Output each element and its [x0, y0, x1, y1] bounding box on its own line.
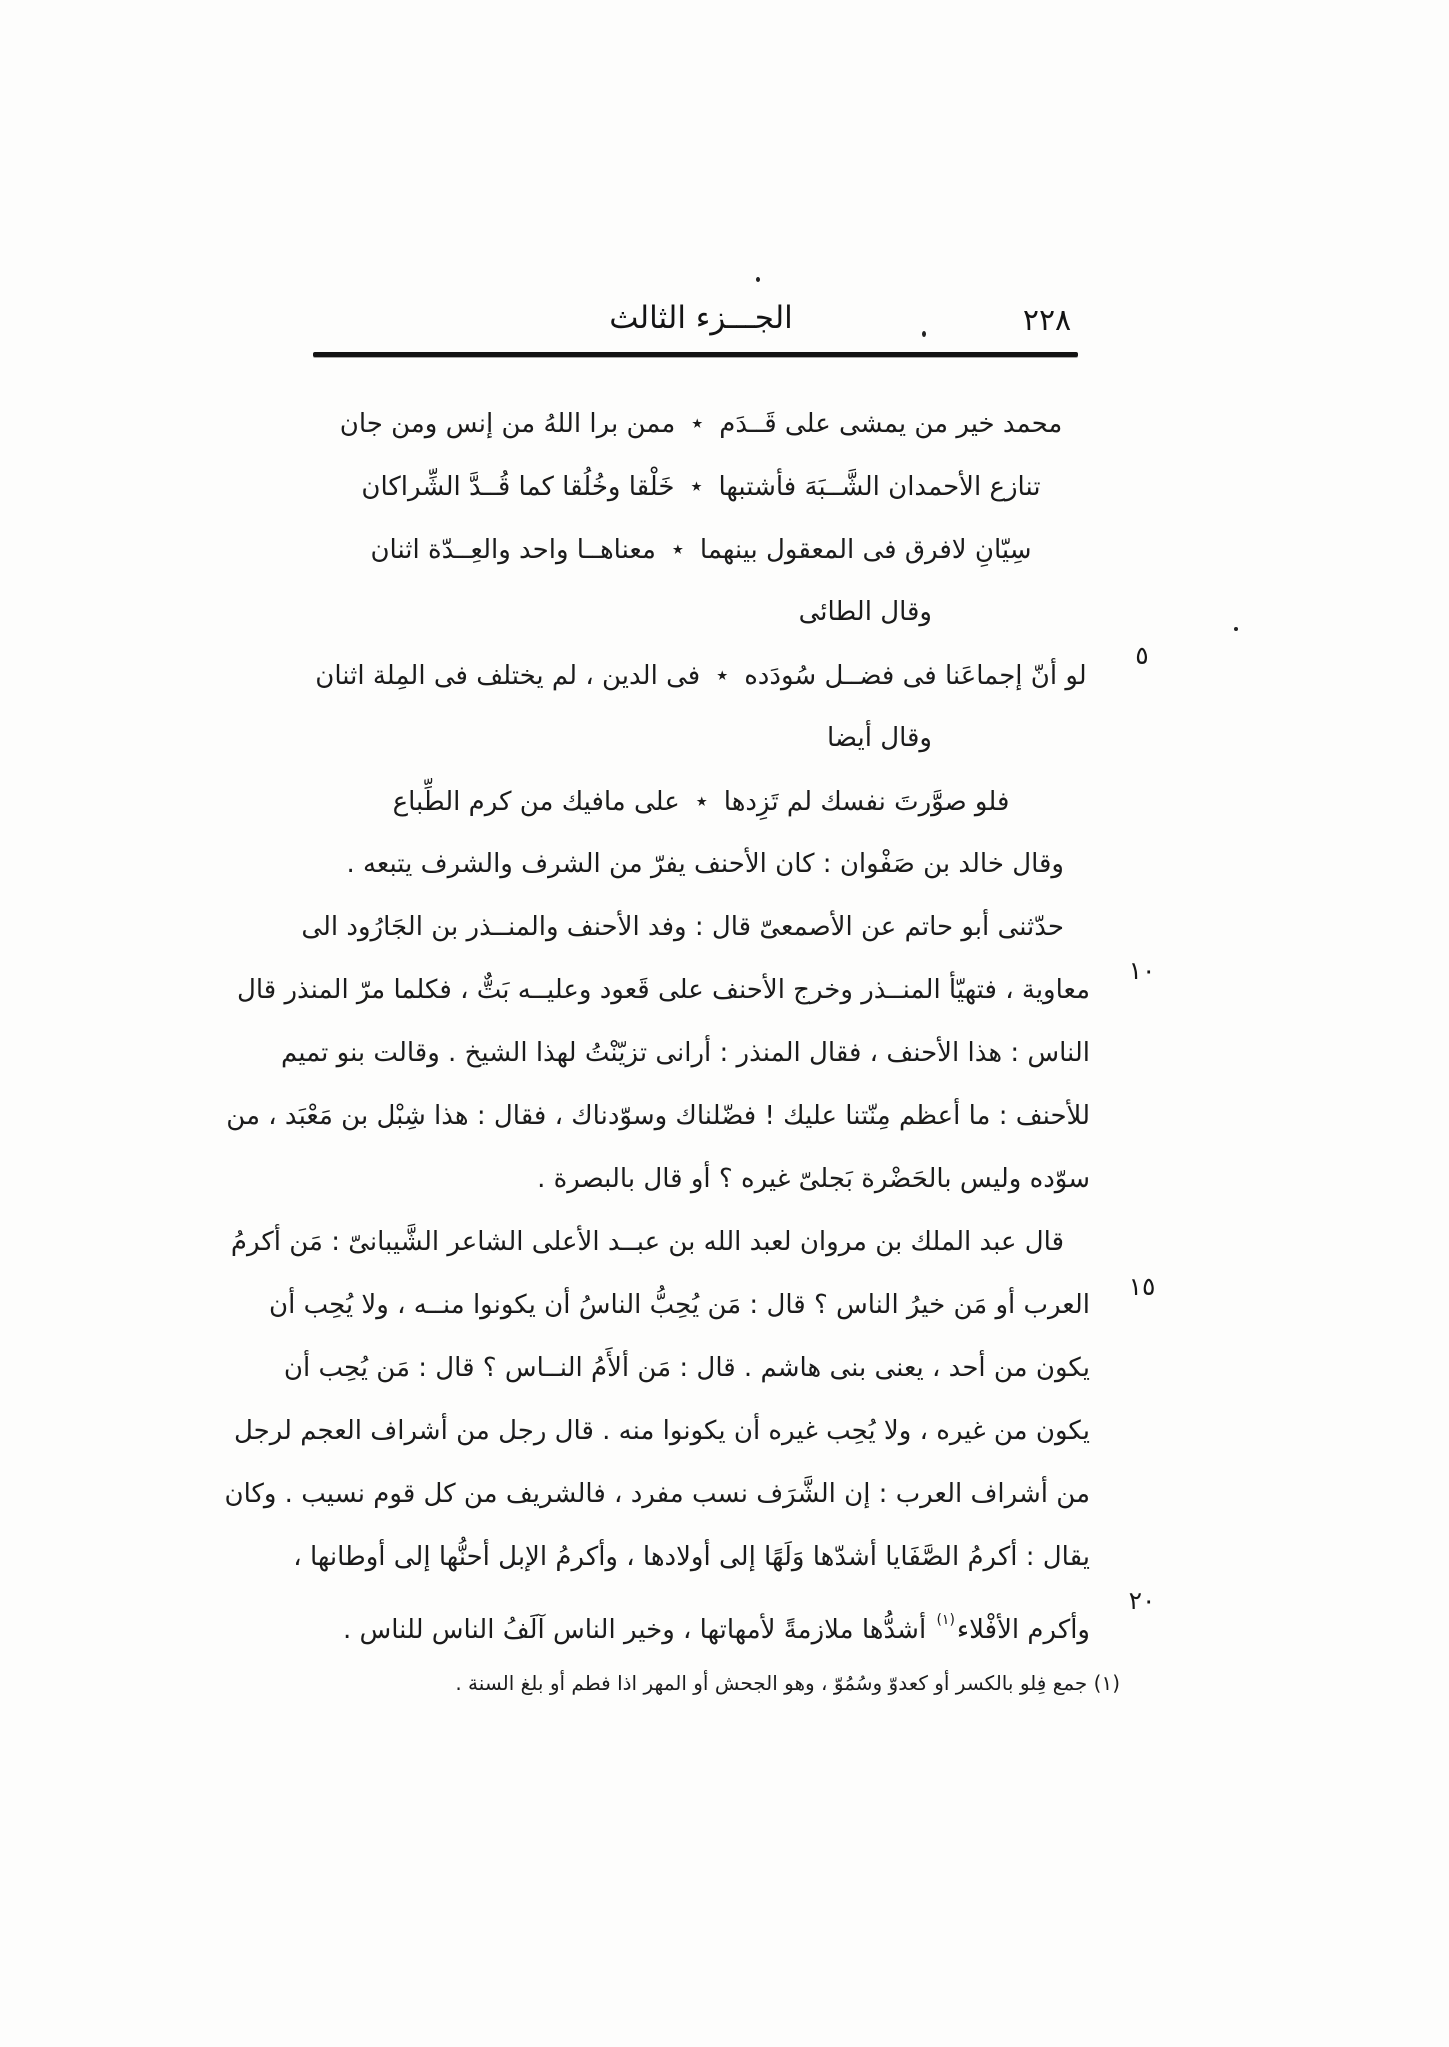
- verse-line: لو أنّ إجماعَنا فى فضــل سُودَده٭فى الدين ، لم يختلف فى المِلة اثنان: [315, 661, 1087, 691]
- text-line: حدّثنى أبو حاتم عن الأصمعىّ قال : وفد الأحنف والمنــذر بن الجَارُود الى: [301, 912, 1064, 942]
- margin-line-number-20: ٢٠: [1128, 1586, 1156, 1615]
- margin-line-number-10: ١٠: [1128, 956, 1156, 985]
- text-line: يكون من أحد ، يعنى بنى هاشم . قال : مَن ألأَمُ النــاس ؟ قال : مَن يُحِب أن: [283, 1353, 1090, 1383]
- text-line: يكون من غيره ، ولا يُحِب غيره أن يكونوا منه . قال رجل من أشراف العجم لرجل: [233, 1416, 1090, 1446]
- scan-speck: [1234, 627, 1238, 631]
- verse-line: تنازع الأحمدان الشَّــبَهَ فأشتبها٭خَلْقا وخُلُقا كما قُــدَّ الشِّراكان: [361, 472, 1041, 502]
- text-line: قال عبد الملك بن مروان لعبد الله بن عبــد الأعلى الشاعر الشَّيبانىّ : مَن أكرمُ: [230, 1227, 1064, 1257]
- text-line: من أشراف العرب : إن الشَّرَف نسب مفرد ، فالشريف من كل قوم نسيب . وكان: [224, 1479, 1090, 1509]
- text-line: وأكرم الأفْلاء$^{(١)}$ أشدُّها ملازمةً لأمهاتها ، وخير الناس آلَفُ الناس للناس .: [342, 1612, 1090, 1645]
- scan-speck: [922, 331, 926, 337]
- text-line: وقال الطائى: [798, 597, 932, 627]
- verse-line: محمد خير من يمشى على قَــدَم٭ممن برا اللهُ من إنس ومن جان: [339, 409, 1063, 439]
- scan-speck: [756, 277, 760, 282]
- text-line: وقال خالد بن صَفْوان : كان الأحنف يفرّ من الشرف والشرف يتبعه .: [346, 849, 1064, 879]
- text-block: [224, 392, 1090, 1652]
- text-line: العرب أو مَن خيرُ الناس ؟ قال : مَن يُحِبُّ الناسُ أن يكونوا منــه ، ولا يُحِب أن: [269, 1290, 1090, 1320]
- page-number: ٢٢٨: [1022, 303, 1072, 338]
- text-line: الناس : هذا الأحنف ، فقال المنذر : أرانى تزيّنْتُ لهذا الشيخ . وقالت بنو تميم: [280, 1038, 1090, 1068]
- footnote-marker: (١): [936, 1612, 955, 1628]
- text-line: سوّده وليس بالحَضْرة بَجلىّ غيره ؟ أو قال بالبصرة .: [537, 1164, 1090, 1194]
- text-line: يقال : أكرمُ الصَّفَايا أشدّها وَلَهًا إلى أولادها ، وأكرمُ الإبل أحنُّها إلى أوطانها ،: [293, 1542, 1090, 1572]
- text-line: معاوية ، فتهيّأ المنــذر وخرج الأحنف على قَعود وعليــه بَتٌّ ، فكلما مرّ المنذر قال: [236, 975, 1090, 1005]
- verse-line: فلو صوَّرتَ نفسك لم تَزِدها٭على مافيك من كرم الطِّباع: [392, 787, 1010, 817]
- margin-line-number-15: ١٥: [1128, 1272, 1156, 1301]
- text-line: وقال أيضا: [827, 723, 932, 753]
- footnote: [312, 1666, 1120, 1700]
- text-line: للأحنف : ما أعظم مِنّتنا عليك ! فضّلناك وسوّدناك ، فقال : هذا شِبْل بن مَعْبَد ، من: [226, 1101, 1090, 1131]
- footnote-text: (١) جمع فِلو بالكسر أو كعدوّ وسُمُوّ ، وهو الجحش أو المهر اذا فطم أو بلغ السنة .: [455, 1671, 1120, 1695]
- header-divider-rule: [313, 352, 1078, 357]
- verse-line: سِيّانِ لافرق فى المعقول بينهما٭معناهــا واحد والعِــدّة اثنان: [370, 535, 1032, 565]
- margin-line-number-5: ٥: [1135, 641, 1149, 670]
- volume-title: الجـــزء الثالث: [609, 300, 793, 336]
